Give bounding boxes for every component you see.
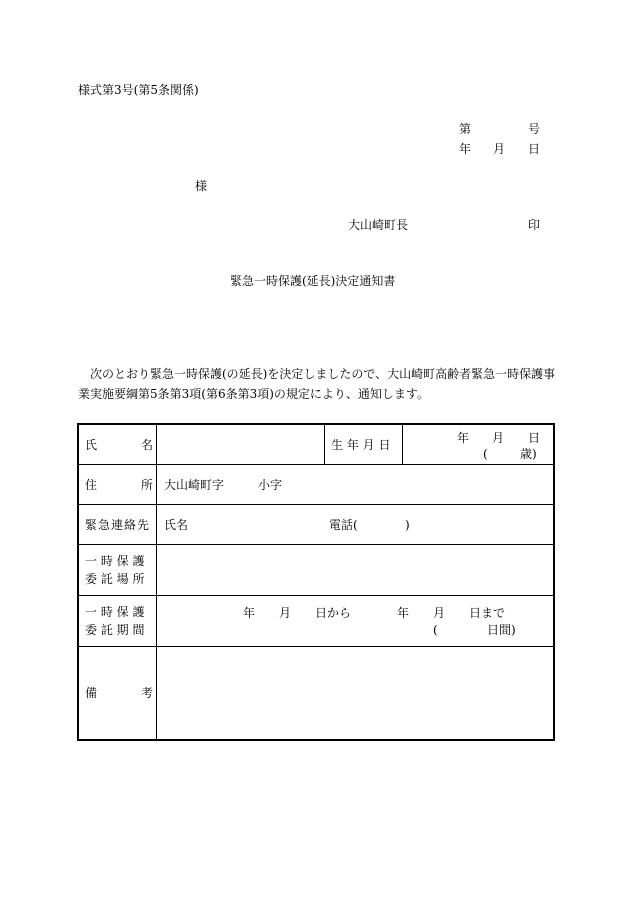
contact-label: 緊急連絡先 bbox=[85, 518, 151, 532]
birth-label: 生 年 月 日 bbox=[331, 438, 391, 452]
date-day: 日 bbox=[528, 142, 541, 156]
birth-year: 年 bbox=[457, 431, 470, 445]
document-number-suffix: 号 bbox=[528, 122, 541, 136]
period-label-2: 委 託 期 間 bbox=[85, 623, 145, 637]
birth-month: 月 bbox=[492, 431, 505, 445]
from-day: 日から bbox=[315, 606, 352, 620]
contact-value-cell[interactable] bbox=[157, 505, 553, 544]
row-remarks bbox=[79, 647, 553, 739]
from-month: 月 bbox=[279, 606, 292, 620]
place-value-cell[interactable] bbox=[157, 545, 553, 595]
period-label-1: 一 時 保 護 bbox=[85, 605, 145, 619]
notice-form-table bbox=[77, 423, 555, 741]
days-open: ( bbox=[433, 623, 438, 637]
remarks-label-cell bbox=[79, 647, 157, 739]
row-emergency-contact bbox=[79, 505, 553, 545]
place-label-cell bbox=[79, 545, 157, 595]
form-number: 様式第3号(第5条関係) bbox=[78, 83, 199, 97]
row-name bbox=[79, 425, 553, 465]
address-koaza: 小字 bbox=[258, 478, 283, 492]
from-year: 年 bbox=[243, 606, 256, 620]
document-number-prefix: 第 bbox=[459, 122, 472, 136]
age-close: 歳) bbox=[520, 447, 537, 461]
document-title: 緊急一時保護(延長)決定通知書 bbox=[230, 274, 396, 288]
to-year: 年 bbox=[397, 606, 410, 620]
date-month: 月 bbox=[493, 142, 506, 156]
remarks-value-cell[interactable] bbox=[157, 647, 553, 739]
body-line-2: 業実施要綱第5条第3項(第6条第3項)の規定により、通知します。 bbox=[78, 387, 429, 401]
name-label-1: 氏 bbox=[85, 438, 98, 452]
name-label-2: 名 bbox=[141, 438, 154, 452]
row-protection-period bbox=[79, 596, 553, 647]
period-value-cell[interactable] bbox=[157, 596, 553, 646]
date-year: 年 bbox=[459, 142, 472, 156]
address-value: 大山崎町字 bbox=[164, 478, 225, 492]
address-label-2: 所 bbox=[141, 478, 154, 492]
seal-mark: 印 bbox=[528, 218, 541, 232]
period-label-cell bbox=[79, 596, 157, 646]
to-day: 日まで bbox=[469, 606, 506, 620]
body-line-1: 次のとおり緊急一時保護(の延長)を決定しましたので、大山崎町高齢者緊急一時保護事 bbox=[90, 367, 556, 381]
row-address bbox=[79, 465, 553, 505]
remarks-label-2: 考 bbox=[141, 686, 154, 700]
address-value-cell[interactable] bbox=[157, 465, 553, 504]
days-close: 日間) bbox=[487, 623, 516, 637]
name-label-cell bbox=[79, 425, 157, 464]
place-label-1: 一 時 保 護 bbox=[85, 554, 145, 568]
birth-value-cell[interactable] bbox=[403, 425, 553, 464]
remarks-label-1: 備 bbox=[85, 686, 98, 700]
issuer: 大山崎町長 bbox=[348, 218, 409, 232]
birth-day: 日 bbox=[528, 431, 541, 445]
row-protection-place bbox=[79, 545, 553, 596]
contact-label-cell bbox=[79, 505, 157, 544]
age-open: ( bbox=[483, 447, 488, 461]
name-value-cell[interactable] bbox=[157, 425, 325, 464]
contact-phone-label: 電話( bbox=[329, 518, 358, 532]
address-label-1: 住 bbox=[85, 478, 98, 492]
contact-phone-close: ) bbox=[405, 518, 410, 532]
address-label-cell bbox=[79, 465, 157, 504]
place-label-2: 委 託 場 所 bbox=[85, 572, 145, 586]
birth-label-cell bbox=[325, 425, 403, 464]
recipient-honorific: 様 bbox=[195, 179, 208, 193]
contact-name-label: 氏名 bbox=[164, 518, 189, 532]
to-month: 月 bbox=[433, 606, 446, 620]
